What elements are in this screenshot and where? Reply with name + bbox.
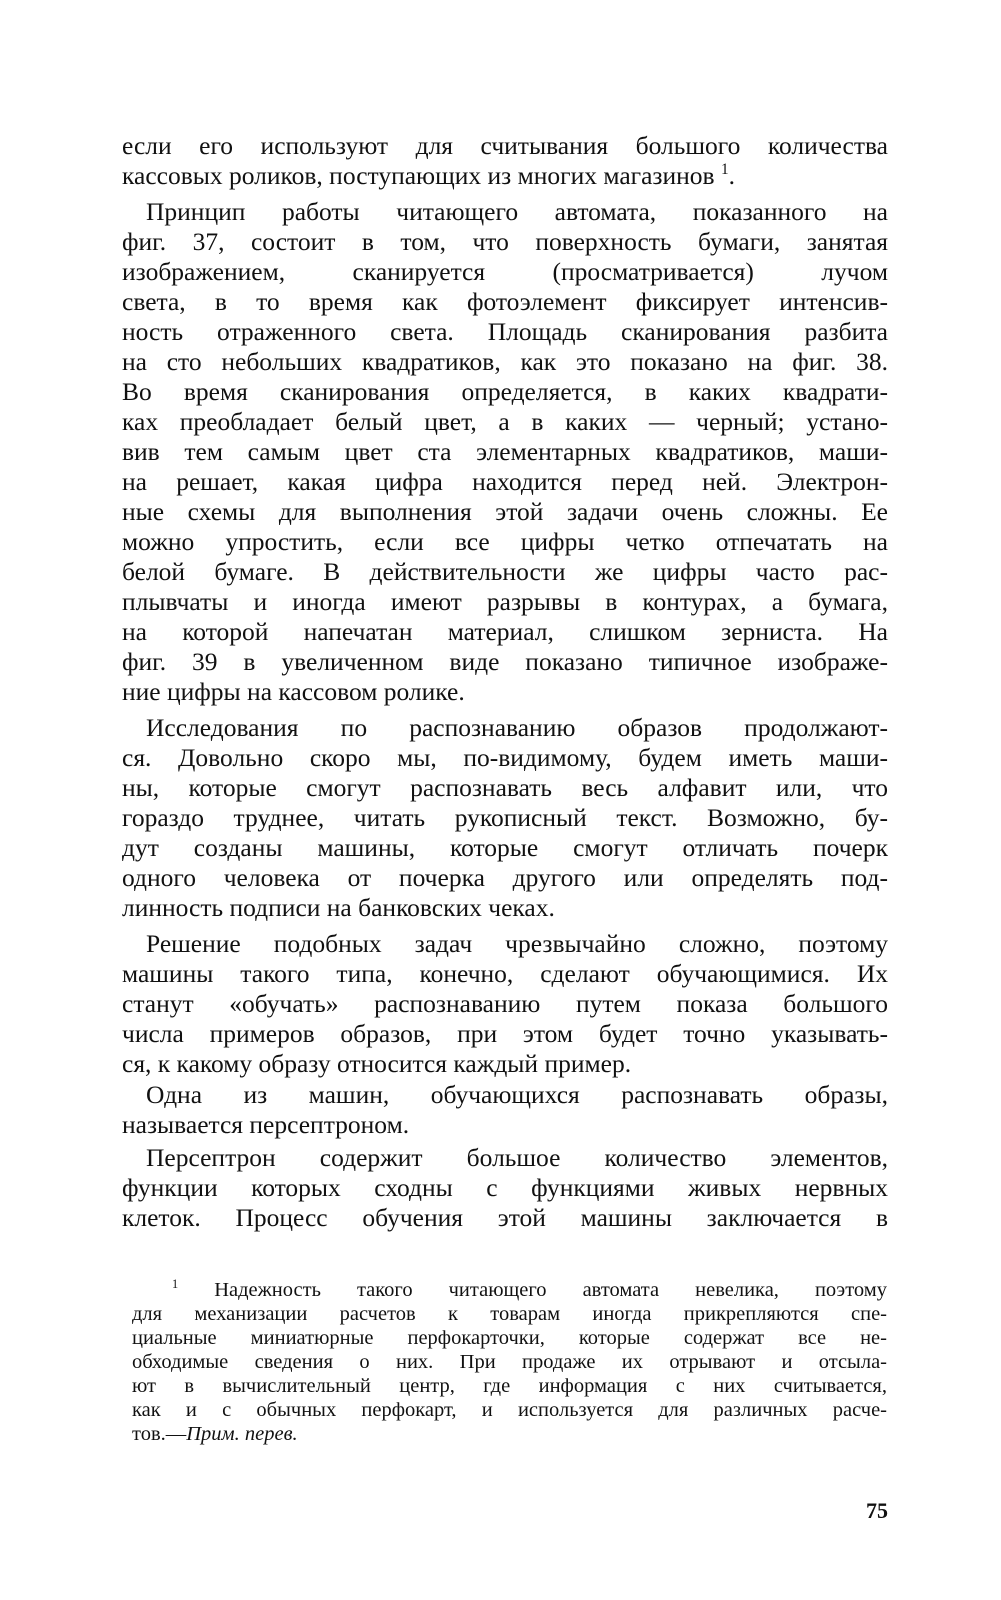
text-line: света, в то время как фотоэлемент фиксирует интенсив- <box>122 287 888 316</box>
text-line: плывчаты и иногда имеют разрывы в контурах, а бумага, <box>122 587 888 616</box>
text-line: ные схемы для выполнения этой задачи очень сложны. Ее <box>122 497 888 526</box>
text-line: ках преобладает белый цвет, а в каких — черный; устано- <box>122 407 888 436</box>
text-line: Во время сканирования определяется, в каких квадрати- <box>122 377 888 406</box>
text-line: одного человека от почерка другого или определять под- <box>122 863 888 892</box>
text-line: Принцип работы читающего автомата, показанного на <box>146 197 888 226</box>
text-line: ность отраженного света. Площадь сканирования разбита <box>122 317 888 346</box>
text-line: белой бумаге. В действительности же цифры часто рас- <box>122 557 888 586</box>
text-line: Одна из машин, обучающихся распознавать образы, <box>146 1080 888 1109</box>
text-line: называется персептроном. <box>122 1110 410 1139</box>
text-line-content: кассовых роликов, поступающих из многих магазинов <box>122 161 715 190</box>
text-line: станут «обучать» распознаванию путем показа большого <box>122 989 888 1018</box>
text-line: ся. Довольно скоро мы, по-видимому, будем иметь маши- <box>122 743 888 772</box>
text-line: на которой напечатан материал, слишком зерниста. На <box>122 617 888 646</box>
text-line: фиг. 37, состоит в том, что поверхность бумаги, занятая <box>122 227 888 256</box>
text-line: числа примеров образов, при этом будет точно указывать- <box>122 1019 888 1048</box>
text-line: если его используют для считывания большого количества <box>122 131 888 160</box>
page-number: 75 <box>866 1498 888 1523</box>
text-line: клеток. Процесс обучения этой машины заключается в <box>122 1203 888 1232</box>
translator-note: Прим. перев. <box>186 1423 298 1445</box>
text-line: ся, к какому образу относится каждый пример. <box>122 1049 632 1078</box>
footnote-line: для механизации расчетов к товарам иногда прикрепляются спе- <box>132 1303 887 1325</box>
footnote-text: тов.— <box>132 1423 187 1445</box>
text-line: Персептрон содержит большое количество элементов, <box>146 1143 888 1172</box>
text-line: фиг. 39 в увеличенном виде показано типичное изображе- <box>122 647 888 676</box>
text-line: Исследования по распознаванию образов продолжают- <box>146 713 888 742</box>
sentence-end: . <box>728 161 735 190</box>
text-line: Решение подобных задач чрезвычайно сложно, поэтому <box>146 929 888 958</box>
text-line: дут созданы машины, которые смогут отличать почерк <box>122 833 888 862</box>
text-line: машины такого типа, конечно, сделают обучающимися. Их <box>122 959 888 988</box>
text-line: линность подписи на банковских чеках. <box>122 893 555 922</box>
footnote-line: ют в вычислительный центр, где информация с них считывается, <box>132 1375 887 1397</box>
text-line: можно упростить, если все цифры четко отпечатать на <box>122 527 888 556</box>
footnote-text: Надежность такого читающего автомата невелика, поэтому <box>214 1279 887 1301</box>
footnote-line <box>132 1422 887 1446</box>
text-line: вив тем самым цвет ста элементарных квадратиков, маши- <box>122 437 888 466</box>
text-line: на сто небольших квадратиков, как это показано на фиг. 38. <box>122 347 888 376</box>
footnote-marker: 1 <box>172 1277 179 1292</box>
footnote-line <box>172 1278 887 1302</box>
footnote-reference[interactable]: 1 <box>720 161 729 179</box>
footnote-line: как и с обычных перфокарт, и используется для различных расче- <box>132 1399 887 1421</box>
text-line: ние цифры на кассовом ролике. <box>122 677 465 706</box>
text-line: ны, которые смогут распознавать весь алфавит или, что <box>122 773 888 802</box>
text-line: гораздо труднее, читать рукописный текст. Возможно, бу- <box>122 803 888 832</box>
footnote-line: обходимые сведения о них. При продаже их отрывают и отсыла- <box>132 1351 887 1373</box>
text-line: на решает, какая цифра находится перед ней. Электрон- <box>122 467 888 496</box>
text-line: функции которых сходны с функциями живых нервных <box>122 1173 888 1202</box>
footnote-line: циальные миниатюрные перфокарточки, которые содержат все не- <box>132 1327 887 1349</box>
text-line <box>122 161 888 191</box>
text-line: изображением, сканируется (просматривается) лучом <box>122 257 888 286</box>
